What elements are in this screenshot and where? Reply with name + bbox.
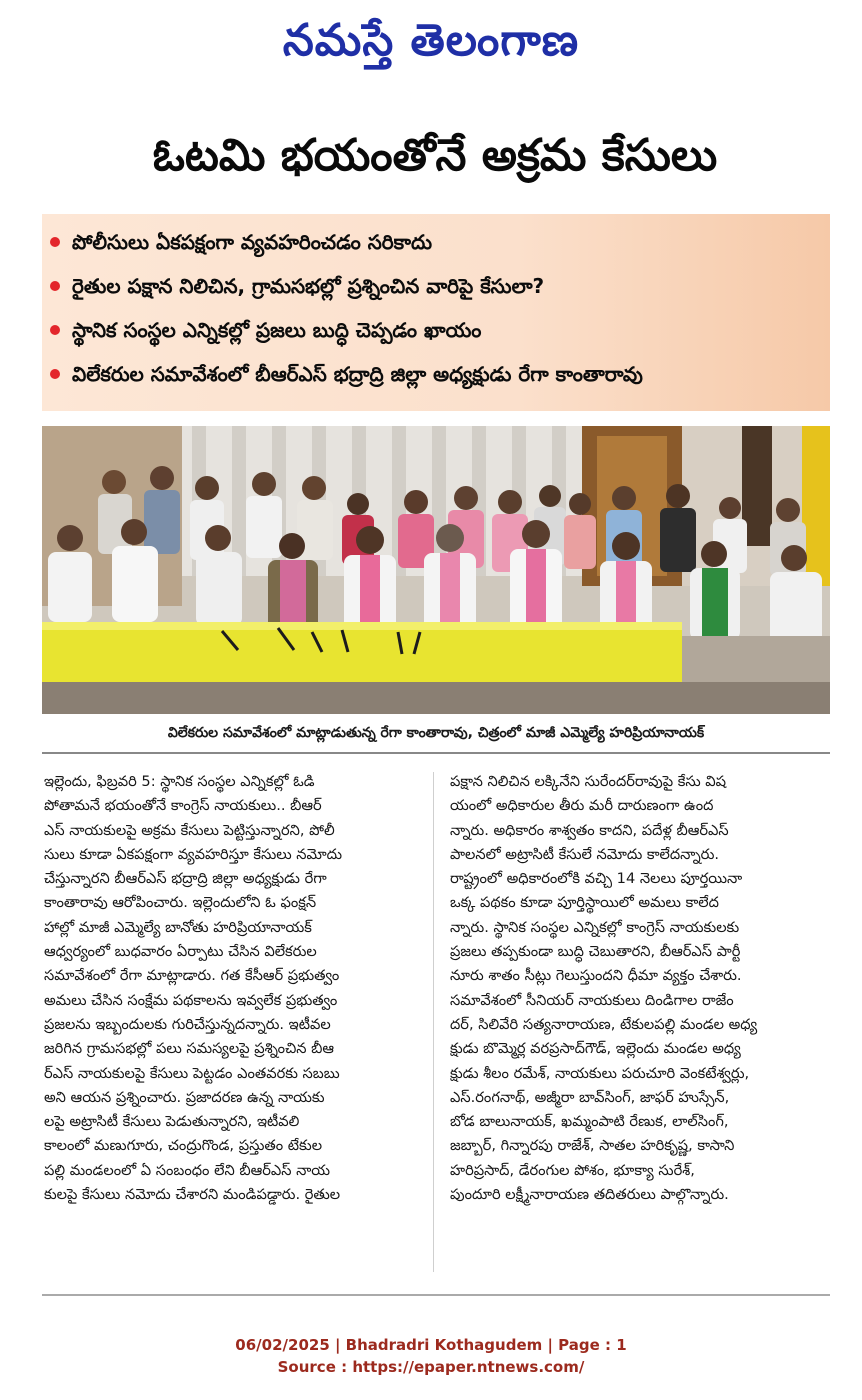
article-line: ప్రజలను ఇబ్బందులకు గురిచేస్తున్నదన్నారు. ఇటీవల [44, 1015, 331, 1033]
bullet-dot-icon [50, 325, 60, 335]
article-column-left [44, 770, 416, 1278]
article-line: ఇల్లెందు, ఫిబ్రవరి 5: స్థానిక సంస్థల ఎన్నికల్లో ఓడి [44, 773, 315, 790]
page-footer [0, 1334, 862, 1378]
article-line: న్నారు. స్థానిక సంస్థల ఎన్నికల్లో కాంగ్రెస్ నాయకులకు [450, 918, 740, 936]
article-line: ర్ఎస్ నాయకులపై కేసులు పెట్టడం ఎంతవరకు సబబు [44, 1064, 340, 1082]
article-line: యంలో అధికారుల తీరు మరీ దారుణంగా ఉంద [450, 797, 714, 815]
article-line: చేస్తున్నారని బీఆర్ఎస్ భద్రాద్రి జిల్లా అధ్యక్షుడు రేగా [44, 870, 327, 888]
photo-caption: విలేకరుల సమావేశంలో మాట్లాడుతున్న రేగా కాంతారావు, చిత్రంలో మాజీ ఎమ్మెల్యే హరిప్రియానాయక్ [167, 725, 705, 741]
bullet-points-box [42, 214, 830, 411]
article-line: రాష్ట్రంలో అధికారంలోకి వచ్చి 14 నెలలు పూర్తయినా [450, 870, 743, 888]
article-line: పల్లి మండలంలో ఏ సంబంధం లేని బీఆర్ఎస్ నాయ [44, 1161, 331, 1179]
headline: ఓటమి భయంతోనే అక్రమ కేసులు [152, 130, 718, 181]
article-line: సమావేశంలో సీనియర్ నాయకులు దిండిగాల రాజేం [450, 991, 734, 1009]
bullet-dot-icon [50, 237, 60, 247]
article-line: దర్, సిలివేరి సత్యనారాయణ, టేకులపల్లి మండల అధ్య [450, 1015, 758, 1033]
column-divider [433, 772, 434, 1272]
article-line: అమలు చేసిన సంక్షేమ పథకాలను ఇవ్వలేక ప్రభుత్వం [44, 991, 338, 1009]
bullet-text: పోలీసులు ఏకపక్షంగా వ్యవహరించడం సరికాదు [72, 230, 433, 254]
article-line: పుందూరి లక్ష్మీనారాయణ తదితరులు పాల్గొన్నారు. [450, 1186, 729, 1204]
article-line: జరిగిన గ్రామసభల్లో పలు సమస్యలపై ప్రశ్నించిన బీఆ [44, 1040, 335, 1058]
article-line: ప్రజలు తప్పకుండా బుద్ధి చెబుతారని, బీఆర్ఎస్ పార్టీ [450, 943, 741, 961]
bullet-dot-icon [50, 281, 60, 291]
bullet-point [50, 222, 820, 262]
article-line: లపై అట్రాసిటీ కేసులు పెడుతున్నారని, ఇటీవలి [44, 1113, 300, 1131]
article-line: బోడ బాలునాయక్, ఖమ్మంపాటి రేణుక, లాల్‌సింగ్, [450, 1113, 729, 1131]
footer-date-edition: 06/02/2025 | Bhadradri Kothagudem | Page : 1 [235, 1336, 627, 1354]
bullet-point [50, 266, 820, 306]
article-line: పక్షాన నిలిచిన లక్కినేని సురేందర్‌రావుపై కేసు విష [450, 773, 727, 790]
article-line: పోతామనే భయంతోనే కాంగ్రెస్ నాయకులు.. బీఆర్ [44, 797, 322, 815]
bullet-dot-icon [50, 369, 60, 379]
article-line: కాంతారావు ఆరోపించారు. ఇల్లెందులోని ఓ ఫంక్షన్ [44, 894, 317, 912]
article-line: ఎస్.రంగనాథ్, అజ్మీరా బావ్‌సింగ్, జాఫర్ హుస్సేన్, [450, 1088, 730, 1106]
bullet-text: స్థానిక సంస్థల ఎన్నికల్లో ప్రజలు బుద్ధి చెప్పడం ఖాయం [72, 318, 482, 342]
masthead-logo: నమస్తే తెలంగాణ [282, 15, 580, 66]
article-line: నూరు శాతం సీట్లు గెలుస్తుందని ధీమా వ్యక్తం చేశారు. [450, 967, 742, 985]
bullet-text: విలేకరుల సమావేశంలో బీఆర్ఎస్ భద్రాద్రి జిల్లా అధ్యక్షుడు రేగా కాంతారావు [72, 362, 643, 386]
article-line: కాలంలో మణుగూరు, చంద్రుగొండ, ప్రస్తుతం టేకుల [44, 1137, 323, 1155]
article-line: హాల్లో మాజీ ఎమ్మెల్యే బానోతు హరిప్రియానాయక్ [44, 918, 312, 936]
divider [42, 1294, 830, 1296]
bullet-point [50, 310, 820, 350]
article-line: పాలనలో అట్రాసిటీ కేసులే నమోదు కాలేదన్నారు. [450, 845, 720, 863]
divider [42, 752, 830, 754]
bullet-text: రైతుల పక్షాన నిలిచిన, గ్రామసభల్లో ప్రశ్నించిన వారిపై కేసులా? [72, 274, 545, 298]
article-column-right [450, 770, 830, 1278]
article-line: అని ఆయన ప్రశ్నించారు. ప్రజాదరణ ఉన్న నాయకు [44, 1088, 325, 1106]
article-line: జబ్బార్, గిన్నారపు రాజేశ్, సాతల హరికృష్ణ, కాసాని [450, 1137, 735, 1155]
article-line: ఆధ్వర్యంలో బుధవారం ఏర్పాటు చేసిన విలేకరుల [44, 943, 317, 961]
article-line: సులు కూడా ఏకపక్షంగా వ్యవహరిస్తూ కేసులు నమోదు [44, 845, 342, 863]
press-meet-photo [42, 426, 830, 714]
article-line: సమావేశంలో రేగా మాట్లాడారు. గత కేసీఆర్ ప్రభుత్వం [44, 967, 340, 985]
article-line: క్షుడు శీలం రమేశ్, నాయకులు పరుచూరి వెంకటేశ్వర్లు, [450, 1064, 750, 1082]
article-line: కులపై కేసులు నమోదు చేశారని మండిపడ్డారు. రైతుల [44, 1186, 341, 1204]
article-line: హరిప్రసాద్, డేరంగుల పోశం, భూక్యా సురేశ్, [450, 1161, 695, 1179]
article-line: ఎస్ నాయకులపై అక్రమ కేసులు పెట్టిస్తున్నారని, పోలీ [44, 821, 335, 839]
bullet-point [50, 354, 820, 394]
footer-source: Source : https://epaper.ntnews.com/ [277, 1358, 585, 1376]
article-line: క్షుడు బొమ్మెర్ల వరప్రసాద్‌గౌడ్, ఇల్లెందు మండల అధ్య [450, 1040, 741, 1058]
article-line: ఒక్క పథకం కూడా పూర్తిస్థాయిలో అమలు కాలేద [450, 894, 719, 912]
article-line: న్నారు. అధికారం శాశ్వతం కాదని, పదేళ్ల బీఆర్ఎస్ [450, 821, 729, 839]
